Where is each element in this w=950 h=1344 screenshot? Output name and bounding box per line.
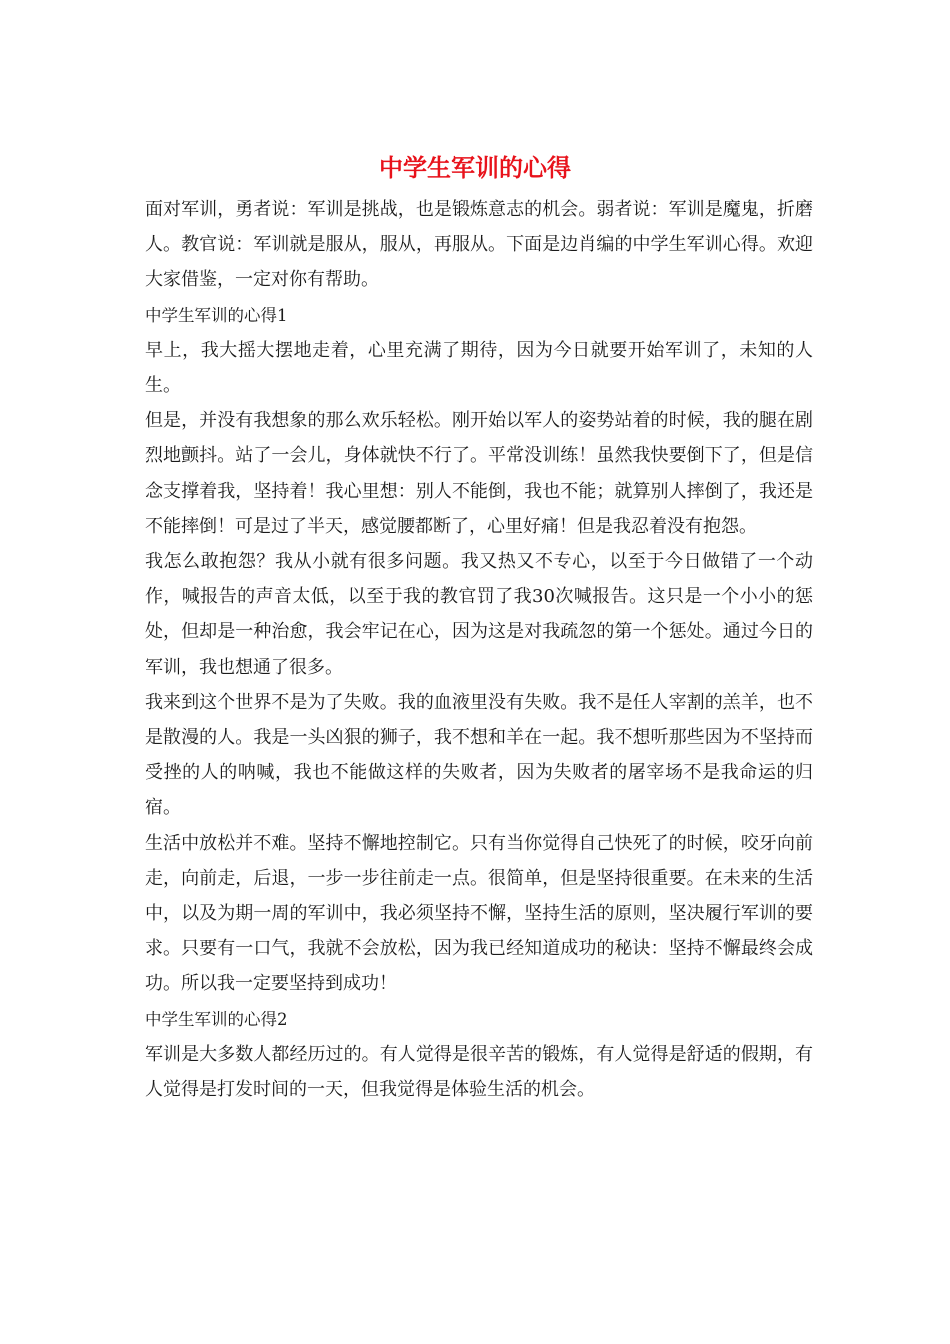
body-paragraph: 我怎么敢抱怨？我从小就有很多问题。我又热又不专心，以至于今日做错了一个动作，喊报告的声音太低，以至于我的教官罚了我30次喊报告。这只是一个小小的惩处，但却是一种治愈，我会牢记在心，因为这是对我疏忽的第一个惩处。通过今日的军训，我也想通了很多。: [145, 551, 813, 678]
body-paragraph: 早上，我大摇大摆地走着，心里充满了期待，因为今日就要开始军训了，未知的人生。: [145, 339, 813, 397]
section-heading-1: 中学生军训的心得1: [145, 305, 288, 325]
body-paragraph: 生活中放松并不难。坚持不懈地控制它。只有当你觉得自己快死了的时候，咬牙向前走，向前走，后退，一步一步往前走一点。很简单，但是坚持很重要。在未来的生活中，以及为期一周的军训中，我必须坚持不懈，坚持生活的原则，坚决履行军训的要求。只要有一口气，我就不会放松，因为我已经知道成功的秘诀：坚持不懈最终会成功。所以我一定要坚持到成功！: [145, 832, 813, 995]
document-body: [145, 192, 813, 1107]
body-paragraph: 但是，并没有我想象的那么欢乐轻松。刚开始以军人的姿势站着的时候，我的腿在剧烈地颤抖。站了一会儿，身体就快不行了。平常没训练！虽然我快要倒下了，但是信念支撑着我，坚持着！我心里想：别人不能倒，我也不能；就算别人摔倒了，我还是不能摔倒！可是过了半天，感觉腰都断了，心里好痛！但是我忍着没有抱怨。: [145, 410, 813, 537]
body-paragraph: 军训是大多数人都经历过的。有人觉得是很辛苦的锻炼，有人觉得是舒适的假期，有人觉得是打发时间的一天，但我觉得是体验生活的机会。: [145, 1043, 813, 1101]
section-heading-2: 中学生军训的心得2: [145, 1009, 288, 1029]
intro-paragraph: 面对军训，勇者说：军训是挑战，也是锻炼意志的机会。弱者说：军训是魔鬼，折磨人。教官说：军训就是服从，服从，再服从。下面是边肖编的中学生军训心得。欢迎大家借鉴，一定对你有帮助。: [145, 199, 813, 291]
body-paragraph: 我来到这个世界不是为了失败。我的血液里没有失败。我不是任人宰割的羔羊，也不是散漫的人。我是一头凶狠的狮子，我不想和羊在一起。我不想听那些因为不坚持而受挫的人的呐喊，我也不能做这样的失败者，因为失败者的屠宰场不是我命运的归宿。: [145, 691, 813, 819]
document-title: 中学生军训的心得: [379, 153, 571, 182]
